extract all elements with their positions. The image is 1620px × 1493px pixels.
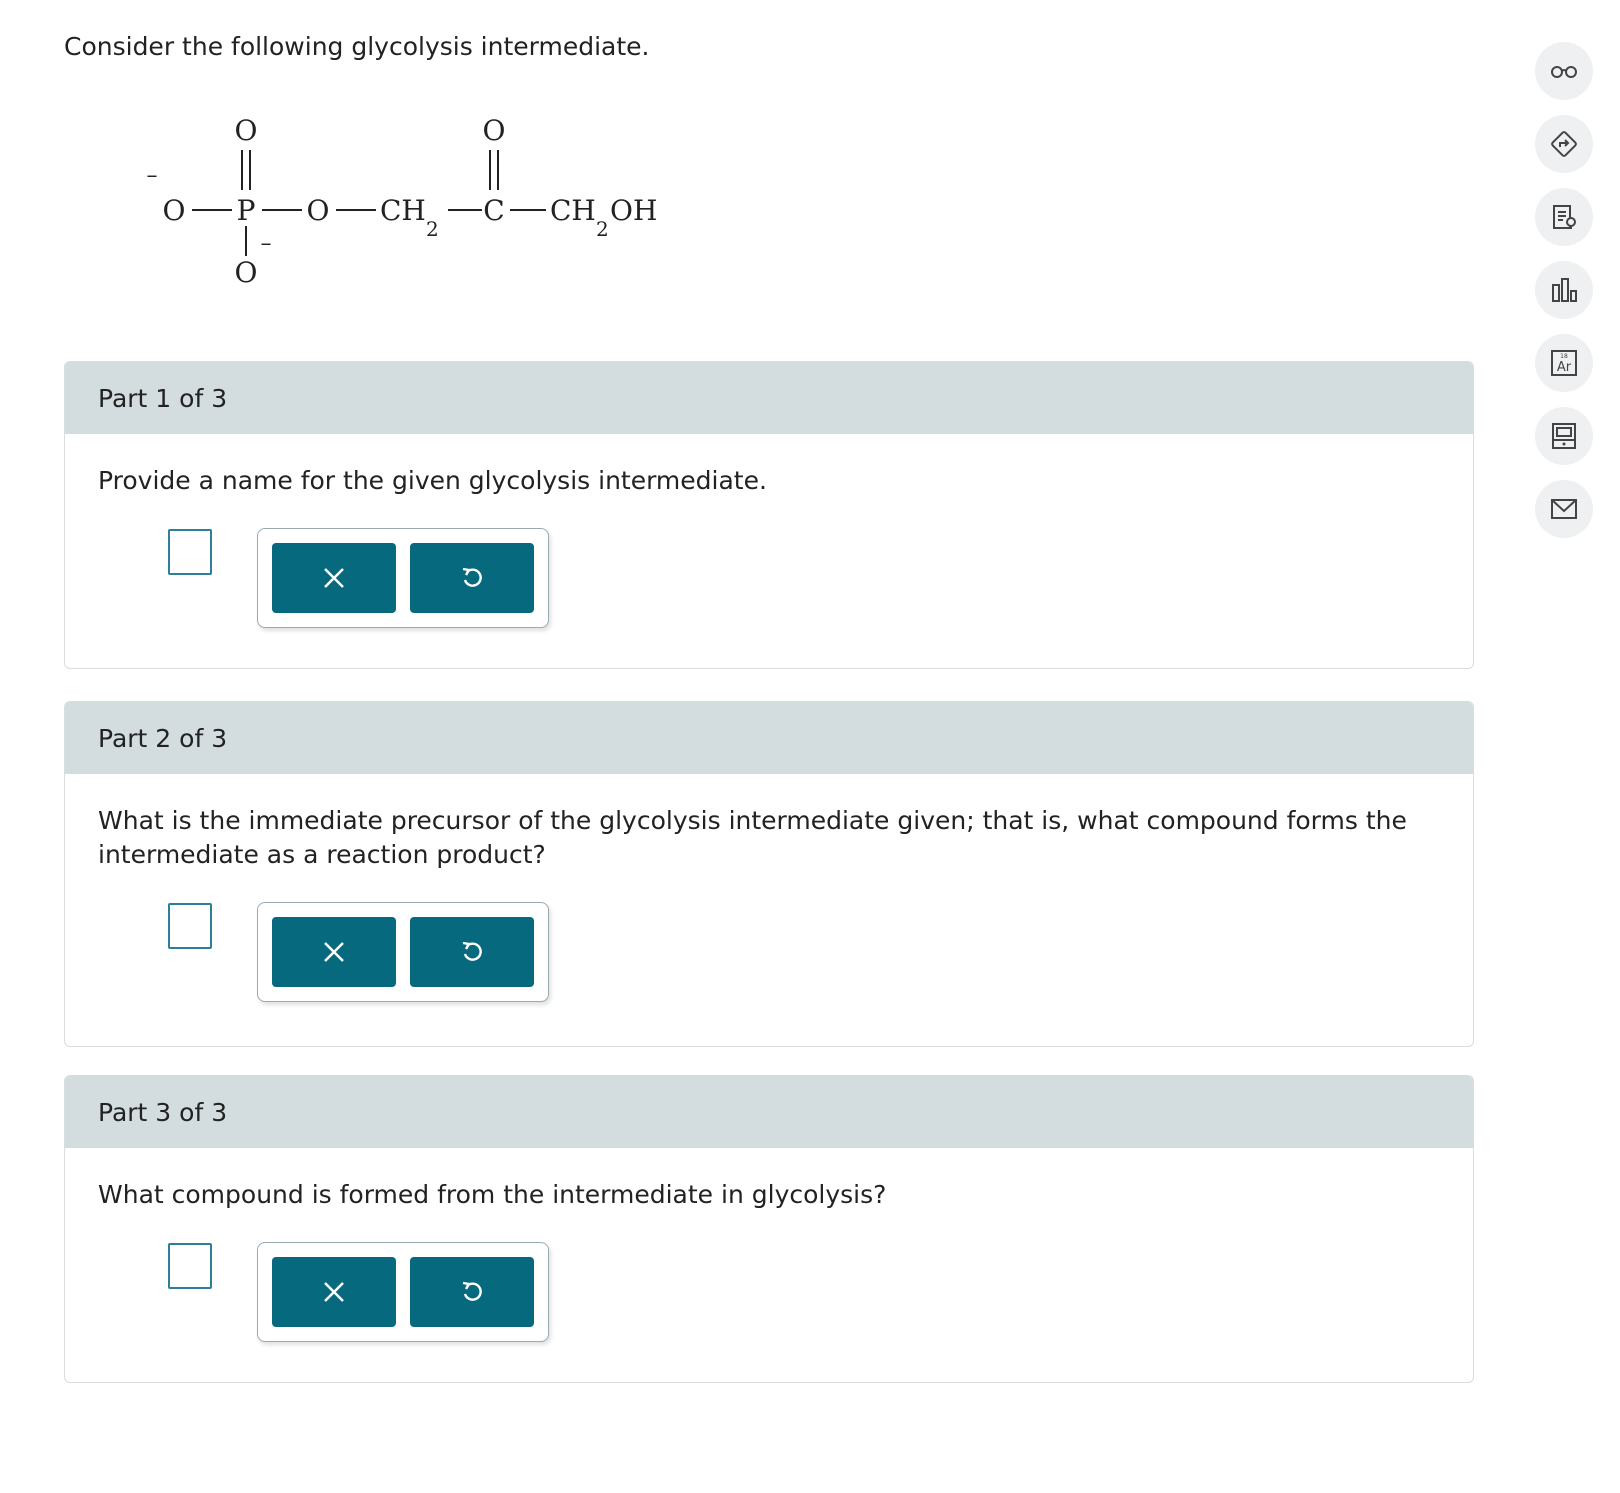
molecule-phosphorus: P — [236, 194, 256, 227]
part-2-card — [64, 701, 1474, 1047]
part-3-title: Part 3 of 3 — [98, 1097, 228, 1127]
part-3-undo-button[interactable] — [410, 1257, 534, 1327]
part-3-tool-panel — [257, 1242, 549, 1342]
undo-icon — [460, 940, 484, 964]
periodic-table-button[interactable] — [1535, 334, 1593, 392]
directions-button[interactable] — [1535, 115, 1593, 173]
part-2-answer-input[interactable] — [168, 903, 212, 949]
directions-icon — [1549, 129, 1579, 159]
part-2-body — [65, 774, 1473, 1046]
part-3-question: What compound is formed from the intermediate in glycolysis? — [98, 1180, 887, 1209]
molecule-charge-bottom: – — [260, 231, 272, 256]
molecule-subscript-b: 2 — [596, 217, 609, 241]
part-2-undo-button[interactable] — [410, 917, 534, 987]
molecule-o-left: O — [162, 194, 186, 227]
part-1-clear-button[interactable] — [272, 543, 396, 613]
undo-icon — [460, 566, 484, 590]
part-2-title: Part 2 of 3 — [98, 723, 228, 753]
part-1-card — [64, 361, 1474, 669]
periodic-table-symbol: Ar — [1556, 360, 1572, 375]
part-3-card — [64, 1075, 1474, 1383]
glasses-icon — [1549, 63, 1579, 79]
molecule-carbon: C — [483, 194, 505, 227]
molecule-charge-left: – — [146, 163, 158, 188]
mail-icon — [1549, 497, 1579, 521]
molecule-top-o-2: O — [482, 114, 506, 147]
x-icon — [323, 1281, 345, 1303]
x-icon — [323, 567, 345, 589]
part-1-title: Part 1 of 3 — [98, 383, 228, 413]
part-3-header — [65, 1076, 1473, 1148]
calculator-icon — [1549, 421, 1579, 451]
calculator-button[interactable] — [1535, 407, 1593, 465]
x-icon — [323, 941, 345, 963]
periodic-table-number: 18 — [1560, 353, 1568, 360]
part-3-clear-button[interactable] — [272, 1257, 396, 1327]
part-3-body — [65, 1148, 1473, 1382]
periodic-table-icon — [1549, 348, 1579, 378]
part-2-header — [65, 702, 1473, 774]
part-1-undo-button[interactable] — [410, 543, 534, 613]
molecule-subscript-a: 2 — [426, 217, 439, 241]
problem-prompt: Consider the following glycolysis intermediate. — [64, 32, 650, 61]
part-2-tool-panel — [257, 902, 549, 1002]
chart-button[interactable] — [1535, 261, 1593, 319]
notes-icon — [1549, 202, 1579, 232]
part-2-clear-button[interactable] — [272, 917, 396, 987]
glasses-button[interactable] — [1535, 42, 1593, 100]
molecule-oh: OH — [610, 194, 658, 227]
molecule-ch2-b: CH — [550, 194, 596, 227]
mail-button[interactable] — [1535, 480, 1593, 538]
molecule-structure — [130, 110, 690, 300]
undo-icon — [460, 1280, 484, 1304]
part-1-tool-panel — [257, 528, 549, 628]
part-3-answer-input[interactable] — [168, 1243, 212, 1289]
molecule-top-o-1: O — [234, 114, 258, 147]
part-1-answer-input[interactable] — [168, 529, 212, 575]
part-1-question: Provide a name for the given glycolysis intermediate. — [98, 466, 767, 495]
molecule-ch2-a: CH — [380, 194, 426, 227]
part-1-header — [65, 362, 1473, 434]
notes-button[interactable] — [1535, 188, 1593, 246]
bar-chart-icon — [1549, 275, 1579, 305]
molecule-o-bridge: O — [306, 194, 330, 227]
part-1-body — [65, 434, 1473, 668]
part-2-question: What is the immediate precursor of the glycolysis intermediate given; that is, what compound forms the intermediate as a reaction product? — [98, 806, 1407, 869]
molecule-o-bottom: O — [234, 256, 258, 289]
